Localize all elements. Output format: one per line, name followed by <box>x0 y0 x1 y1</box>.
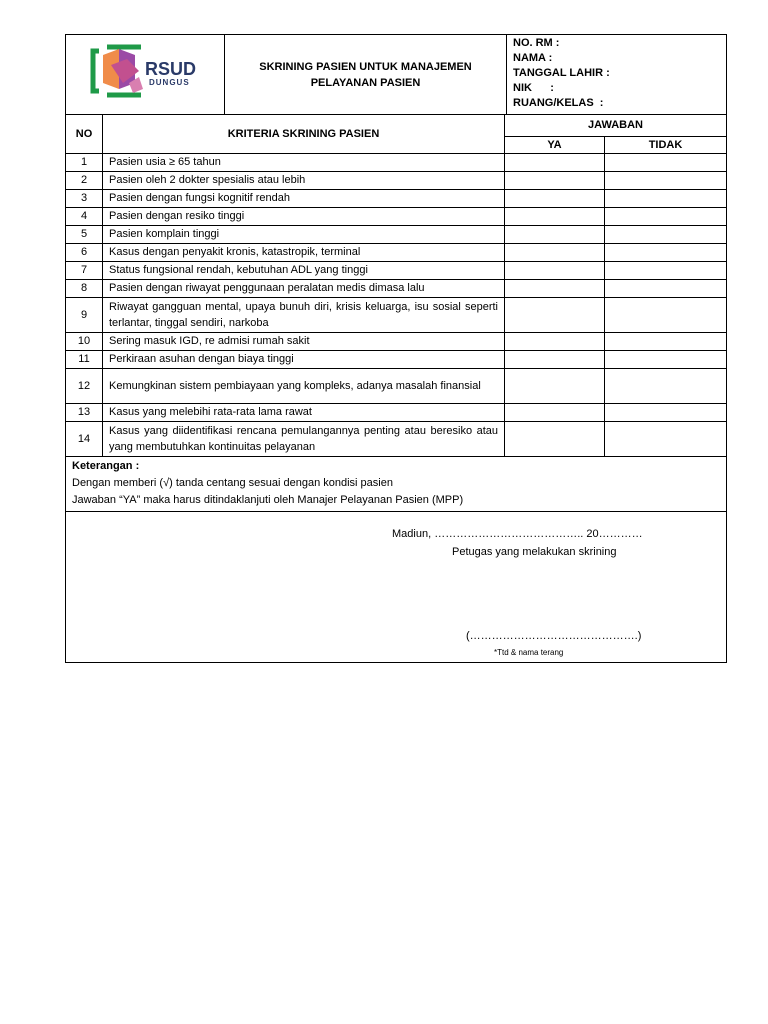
table-row <box>66 243 727 261</box>
row-criteria: Kasus yang melebihi rata-rata lama rawat <box>103 403 505 421</box>
answer-yes-cell[interactable] <box>505 403 605 421</box>
signature-section <box>66 511 727 662</box>
form-title-line2: PELAYANAN PASIEN <box>310 76 421 89</box>
field-nama[interactable]: NAMA : <box>513 52 553 64</box>
table-row <box>66 171 727 189</box>
table-row <box>66 350 727 368</box>
table-row <box>66 153 727 171</box>
screening-form <box>65 34 727 663</box>
form-title-line1: SKRINING PASIEN UNTUK MANAJEMEN <box>259 60 472 73</box>
col-header-answer: JAWABAN <box>505 115 727 136</box>
row-criteria: Riwayat gangguan mental, upaya bunuh diri, krisis keluarga, isu sosial seperti terlantar, tinggal sendiri, narkoba <box>103 297 505 332</box>
row-number: 2 <box>66 171 103 189</box>
table-row <box>66 368 727 403</box>
answer-no-cell[interactable] <box>605 421 727 456</box>
answer-yes-cell[interactable] <box>505 189 605 207</box>
table-row <box>66 297 727 332</box>
header-table <box>65 34 727 115</box>
answer-yes-cell[interactable] <box>505 207 605 225</box>
row-number: 7 <box>66 261 103 279</box>
answer-no-cell[interactable] <box>605 403 727 421</box>
row-criteria: Kemungkinan sistem pembiayaan yang kompleks, adanya masalah finansial <box>103 368 505 403</box>
row-number: 12 <box>66 368 103 403</box>
signature-name-line[interactable]: (……………………………………….) <box>466 629 642 642</box>
answer-no-cell[interactable] <box>605 368 727 403</box>
answer-no-cell[interactable] <box>605 189 727 207</box>
answer-yes-cell[interactable] <box>505 332 605 350</box>
row-number: 5 <box>66 225 103 243</box>
place-date-line[interactable]: Madiun, ………………………………….. 20………… <box>392 527 643 540</box>
field-ruang-kelas[interactable]: RUANG/KELAS : <box>513 97 604 109</box>
notes-line2: Jawaban “YA” maka harus ditindaklanjuti oleh Manajer Pelayanan Pasien (MPP) <box>72 493 464 506</box>
officer-label: Petugas yang melakukan skrining <box>452 545 617 558</box>
answer-no-cell[interactable] <box>605 243 727 261</box>
field-no-rm[interactable]: NO. RM : <box>513 37 560 49</box>
answer-yes-cell[interactable] <box>505 171 605 189</box>
row-number: 10 <box>66 332 103 350</box>
table-row <box>66 421 727 456</box>
row-criteria: Sering masuk IGD, re admisi rumah sakit <box>103 332 505 350</box>
row-number: 14 <box>66 421 103 456</box>
row-number: 8 <box>66 279 103 297</box>
col-header-no-answer: TIDAK <box>605 136 727 153</box>
answer-no-cell[interactable] <box>605 350 727 368</box>
answer-yes-cell[interactable] <box>505 421 605 456</box>
row-number: 9 <box>66 297 103 332</box>
logo-subtext: DUNGUS <box>149 78 190 87</box>
answer-no-cell[interactable] <box>605 279 727 297</box>
answer-yes-cell[interactable] <box>505 243 605 261</box>
answer-yes-cell[interactable] <box>505 279 605 297</box>
row-number: 6 <box>66 243 103 261</box>
row-criteria: Pasien komplain tinggi <box>103 225 505 243</box>
answer-no-cell[interactable] <box>605 153 727 171</box>
row-criteria: Pasien usia ≥ 65 tahun <box>103 153 505 171</box>
col-header-yes: YA <box>505 136 605 153</box>
row-criteria: Perkiraan asuhan dengan biaya tinggi <box>103 350 505 368</box>
answer-no-cell[interactable] <box>605 207 727 225</box>
row-number: 3 <box>66 189 103 207</box>
col-header-no: NO <box>66 115 103 153</box>
signature-note: *Ttd & nama terang <box>494 647 564 657</box>
col-header-criteria: KRITERIA SKRINING PASIEN <box>103 115 505 153</box>
criteria-table <box>65 115 727 663</box>
answer-yes-cell[interactable] <box>505 225 605 243</box>
answer-no-cell[interactable] <box>605 225 727 243</box>
logo-cell <box>66 35 225 115</box>
notes-label: Keterangan : <box>72 459 140 472</box>
row-criteria: Status fungsional rendah, kebutuhan ADL yang tinggi <box>103 261 505 279</box>
logo-text: RSUD <box>145 59 197 79</box>
form-title <box>225 35 507 115</box>
row-number: 13 <box>66 403 103 421</box>
row-number: 11 <box>66 350 103 368</box>
row-criteria: Pasien dengan fungsi kognitif rendah <box>103 189 505 207</box>
table-row <box>66 279 727 297</box>
answer-no-cell[interactable] <box>605 332 727 350</box>
notes-section <box>66 456 727 511</box>
table-row <box>66 225 727 243</box>
table-row <box>66 403 727 421</box>
table-row <box>66 332 727 350</box>
answer-no-cell[interactable] <box>605 261 727 279</box>
field-tanggal-lahir[interactable]: TANGGAL LAHIR : <box>513 67 610 79</box>
answer-yes-cell[interactable] <box>505 297 605 332</box>
row-criteria: Kasus dengan penyakit kronis, katastropik, terminal <box>103 243 505 261</box>
patient-info <box>507 35 727 115</box>
criteria-rows <box>66 153 727 456</box>
table-row <box>66 261 727 279</box>
answer-no-cell[interactable] <box>605 171 727 189</box>
answer-yes-cell[interactable] <box>505 350 605 368</box>
row-number: 4 <box>66 207 103 225</box>
field-nik[interactable]: NIK : <box>513 82 554 94</box>
answer-yes-cell[interactable] <box>505 153 605 171</box>
row-criteria: Kasus yang diidentifikasi rencana pemulangannya penting atau beresiko atau yang membutuhkan kontinuitas pelayanan <box>103 421 505 456</box>
table-row <box>66 207 727 225</box>
table-row <box>66 189 727 207</box>
row-criteria: Pasien dengan resiko tinggi <box>103 207 505 225</box>
notes-line1: Dengan memberi (√) tanda centang sesuai dengan kondisi pasien <box>72 476 393 489</box>
answer-yes-cell[interactable] <box>505 368 605 403</box>
row-number: 1 <box>66 153 103 171</box>
answer-no-cell[interactable] <box>605 297 727 332</box>
answer-yes-cell[interactable] <box>505 261 605 279</box>
hospital-logo-icon <box>89 43 201 101</box>
row-criteria: Pasien dengan riwayat penggunaan peralatan medis dimasa lalu <box>103 279 505 297</box>
row-criteria: Pasien oleh 2 dokter spesialis atau lebih <box>103 171 505 189</box>
